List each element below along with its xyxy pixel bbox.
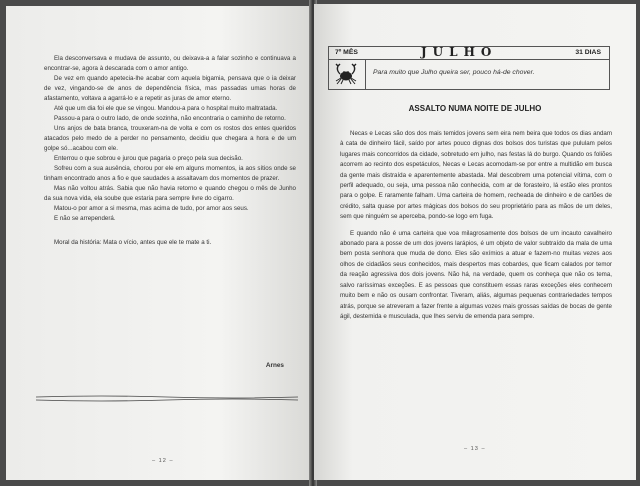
month-header	[328, 46, 610, 90]
paragraph: De vez em quando apetecia-lhe acabar com aquela bigamia, pensava que o ia deixar de vez, vingando-se de anos de dependência física, mas passadas umas horas de afastamento, voltava a agarrá-lo e a repetir as juras de amor eterno.	[44, 75, 296, 102]
page-number: – 13 –	[464, 446, 486, 452]
month-title: JULHO	[421, 45, 498, 59]
wavy-divider	[36, 394, 298, 404]
right-page	[314, 4, 636, 480]
header-divider	[365, 59, 366, 90]
paragraph: Matou-o por amor a si mesma, mas acima de tudo, por amor aos seus.	[54, 205, 249, 212]
month-header-row	[329, 47, 609, 60]
article-title: ASSALTO NUMA NOITE DE JULHO	[408, 104, 542, 113]
month-days: 31 DIAS	[575, 49, 601, 56]
paragraph: Necas e Lecas são dos dos mais temidos jovens sem eira nem beira que todos os dias andam à cata de dinheiro fácil, saído por artes pouco dignas dos bolsos dos turistas que pululam pelos lugares mais concorridos da cidade, sobretudo em julho, nas festas lá do burgo. Quando os foliões acorrem ao recinto dos espetáculos, Necas e Lecas acomodam-se por entre a multidão em busca da gente mais distraída e aparentemente abastada. Mal descobrem uma potencial vítima, com o perfil adequado, ou seja, uma pessoa não conhecida, com ar de forasteiro, lá estão eles prontos para o golpe. E raramente falham. Uma carteira de homem, recheada de dinheiro e de cartões de crédito, salta quase por artes mágicas dos bolsos do seu proprietário para as mãos de um deles, sem que ninguém se aperceba, pondo-se logo em fuga.	[340, 130, 612, 221]
paragraph: Passou-a para o outro lado, de onde sozinha, não encontraria o caminho de retorno.	[54, 115, 286, 122]
paragraph: Enterrou o que sobrou e jurou que pagaria o preço pela sua decisão.	[54, 155, 243, 162]
left-page	[6, 6, 312, 480]
paragraph: E não se arrependerá.	[54, 215, 116, 222]
article-text	[340, 129, 612, 328]
paragraph: Até que um dia foi ele que se vingou. Mandou-a para o hospital muito maltratada.	[54, 105, 278, 112]
paragraph: Uns anjos de bata branca, trouxeram-na de volta e com os rostos dos entes queridos atacados pelo medo de a perder no pensamento, decidiu que chegara a hora e de um golpe só...acabou com ele.	[44, 125, 296, 152]
month-number: 7º MÊS	[335, 49, 358, 56]
paragraph: Sofreu com a sua ausência, chorou por ele em alguns momentos, ia aos sítios onde se tinham encontrado anos a fio e que saudades a assaltavam dos momentos de prazer.	[44, 165, 296, 182]
month-proverb: Para muito que Julho queira ser, pouco há-de chover.	[373, 69, 535, 76]
paragraph: E quando não é uma carteira que voa milagrosamente dos bolsos de um incauto cavalheiro abonado para a posse de um dos jovens larápios, é um objeto de valor subtraído da mala de uma bem posta senhora que muda de dono. Eles são exímios a atuar e fazem-no muitas vezes aos olhos de cidadãos seus conhecidos, mais despertos mas cobardes, que ficam calados por temor da reação agressiva dos dois jovens. Não há, na verdade, quem os conheça que não os tema, salvo raríssimas exceções. E as pessoas que constituem essas raras exceções eles conhecem muito bem e não os ousam confrontar. Tiveram, aliás, algumas pequenas contrariedades tempos atrás, porque se atreveram a fazer frente a algumas vozes mais grossas saídas de bocas de gente ágil, destemida e musculada, que lhes serviu de emenda para sempre.	[340, 229, 612, 320]
moral-of-story: Moral da história: Mata o vício, antes que ele te mate a ti.	[54, 239, 212, 246]
paragraph: Ela desconversava e mudava de assunto, ou deixava-a a falar sozinho e continuava a encontrar-se, agora à descarada com o amor antigo.	[44, 55, 296, 72]
crab-icon	[333, 62, 359, 86]
paragraph: Mas não voltou atrás. Sabia que não havia retorno e quando chegou o mês de Junho da sua nova vida, ela soube que estaria para sempre livre do cigarro.	[44, 185, 296, 202]
left-page-text	[44, 54, 296, 248]
author-name: Arnes	[265, 362, 284, 369]
page-number: – 12 –	[152, 458, 174, 464]
